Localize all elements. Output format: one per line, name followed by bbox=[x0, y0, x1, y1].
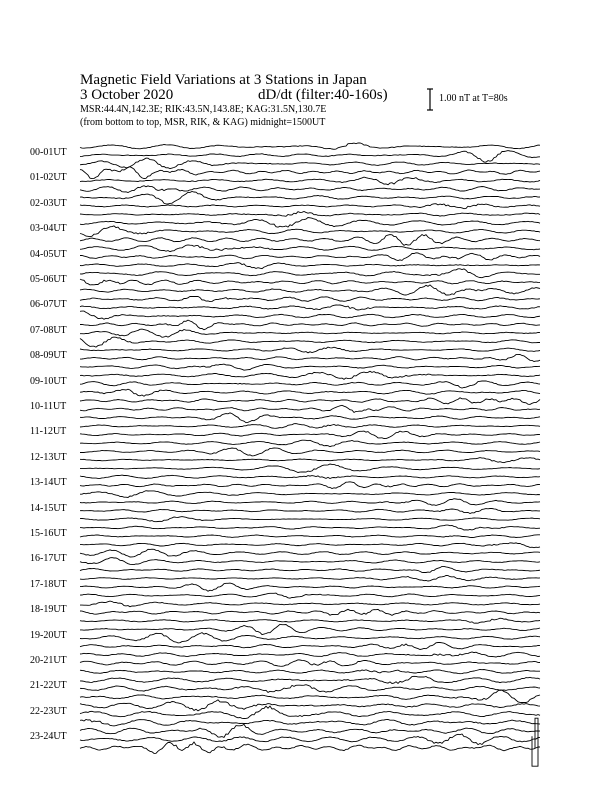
trace-rik-23-24ut bbox=[80, 734, 540, 745]
trace-kag-10-11ut bbox=[80, 398, 540, 405]
trace-rik-13-14ut bbox=[80, 482, 540, 489]
hour-label: 20-21UT bbox=[30, 655, 67, 666]
hour-label: 03-04UT bbox=[30, 223, 67, 235]
trace-msr-22-23ut bbox=[80, 719, 540, 726]
trace-msr-20-21ut bbox=[80, 670, 540, 674]
trace-rik-12-13ut bbox=[80, 458, 540, 463]
hour-label: 22-23UT bbox=[30, 705, 67, 717]
trace-kag-12-13ut bbox=[80, 448, 540, 456]
hour-label: 07-08UT bbox=[30, 324, 67, 336]
trace-rik-03-04ut bbox=[80, 226, 540, 237]
hour-label: 11-12UT bbox=[30, 426, 67, 438]
trace-msr-04-05ut bbox=[80, 263, 540, 269]
trace-kag-19-20ut bbox=[80, 624, 540, 634]
trace-kag-00-01ut bbox=[80, 143, 540, 149]
trace-kag-09-10ut bbox=[80, 371, 540, 379]
trace-msr-23-24ut bbox=[80, 742, 540, 753]
trace-rik-00-01ut bbox=[80, 151, 540, 163]
trace-msr-10-11ut bbox=[80, 413, 540, 423]
trace-msr-13-14ut bbox=[80, 491, 540, 498]
trace-msr-05-06ut bbox=[80, 285, 540, 295]
trace-kag-13-14ut bbox=[80, 475, 540, 478]
chart-date: 3 October 2020 bbox=[80, 87, 174, 103]
hour-label: 23-24UT bbox=[30, 731, 67, 743]
trace-kag-22-23ut bbox=[80, 700, 540, 711]
trace-kag-17-18ut bbox=[80, 576, 540, 582]
trace-kag-06-07ut bbox=[80, 296, 540, 301]
trace-msr-00-01ut bbox=[80, 158, 540, 169]
trace-rik-04-05ut bbox=[80, 253, 540, 261]
trace-rik-08-09ut bbox=[80, 355, 540, 362]
scale-bar-label: 1.00 nT at T=80s bbox=[439, 93, 508, 104]
trace-kag-23-24ut bbox=[80, 724, 540, 737]
hour-label: 14-15UT bbox=[30, 502, 67, 514]
trace-rik-16-17ut bbox=[80, 558, 540, 565]
trace-msr-18-19ut bbox=[80, 618, 540, 623]
trace-msr-07-08ut bbox=[80, 337, 540, 347]
trace-kag-20-21ut bbox=[80, 652, 540, 657]
trace-kag-18-19ut bbox=[80, 601, 540, 607]
hour-label: 10-11UT bbox=[30, 401, 67, 412]
trace-group bbox=[80, 143, 540, 766]
chart-title: Magnetic Field Variations at 3 Stations in Japan bbox=[80, 72, 367, 88]
hour-label: 05-06UT bbox=[30, 274, 67, 285]
hour-label: 15-16UT bbox=[30, 528, 67, 539]
hour-label: 00-01UT bbox=[30, 147, 67, 158]
hour-label: 19-20UT bbox=[30, 629, 67, 641]
trace-rik-14-15ut bbox=[80, 509, 540, 514]
trace-msr-02-03ut bbox=[80, 212, 540, 217]
trace-rik-15-16ut bbox=[80, 535, 540, 538]
trace-rik-17-18ut bbox=[80, 583, 540, 591]
trace-kag-04-05ut bbox=[80, 245, 540, 252]
trace-msr-14-15ut bbox=[80, 517, 540, 522]
hour-label: 06-07UT bbox=[30, 299, 67, 311]
hour-label: 17-18UT bbox=[30, 578, 67, 590]
trace-kag-11-12ut bbox=[80, 424, 540, 429]
trace-kag-16-17ut bbox=[80, 549, 540, 557]
trace-kag-03-04ut bbox=[80, 218, 540, 228]
trace-kag-08-09ut bbox=[80, 347, 540, 353]
trace-spike bbox=[532, 718, 538, 766]
trace-msr-01-02ut bbox=[80, 186, 540, 193]
trace-kag-02-03ut bbox=[80, 192, 540, 204]
trace-rik-06-07ut bbox=[80, 305, 540, 310]
trace-msr-16-17ut bbox=[80, 566, 540, 572]
trace-rik-02-03ut bbox=[80, 204, 540, 209]
station-order-note: (from bottom to top, MSR, RIK, & KAG) midnight=1500UT bbox=[80, 117, 326, 128]
trace-rik-19-20ut bbox=[80, 633, 540, 643]
trace-msr-11-12ut bbox=[80, 440, 540, 446]
trace-msr-12-13ut bbox=[80, 464, 540, 473]
trace-rik-18-19ut bbox=[80, 609, 540, 615]
trace-kag-14-15ut bbox=[80, 499, 540, 506]
trace-msr-06-07ut bbox=[80, 311, 540, 319]
hour-label: 04-05UT bbox=[30, 248, 67, 260]
hour-label: 16-17UT bbox=[30, 553, 67, 565]
trace-rik-07-08ut bbox=[80, 329, 540, 337]
hour-label: 18-19UT bbox=[30, 604, 67, 616]
trace-rik-20-21ut bbox=[80, 660, 540, 667]
trace-rik-11-12ut bbox=[80, 431, 540, 439]
trace-msr-08-09ut bbox=[80, 364, 540, 370]
trace-msr-19-20ut bbox=[80, 643, 540, 650]
hour-label: 09-10UT bbox=[30, 375, 67, 387]
trace-kag-15-16ut bbox=[80, 525, 540, 530]
hour-label: 13-14UT bbox=[30, 477, 67, 489]
trace-kag-01-02ut bbox=[80, 167, 540, 179]
hour-label: 02-03UT bbox=[30, 197, 67, 209]
trace-rik-21-22ut bbox=[80, 685, 540, 693]
scale-bar bbox=[427, 89, 433, 110]
hour-label: 01-02UT bbox=[30, 172, 67, 184]
station-coordinates: MSR:44.4N,142.3E; RIK:43.5N,143.8E; KAG:31.5N,130.7E bbox=[80, 104, 327, 115]
trace-rik-01-02ut bbox=[80, 177, 540, 185]
trace-rik-05-06ut bbox=[80, 279, 540, 285]
trace-rik-10-11ut bbox=[80, 405, 540, 412]
chart-filter: dD/dt (filter:40-160s) bbox=[258, 87, 388, 103]
trace-rik-09-10ut bbox=[80, 381, 540, 388]
trace-msr-09-10ut bbox=[80, 389, 540, 396]
trace-msr-03-04ut bbox=[80, 235, 540, 246]
trace-msr-15-16ut bbox=[80, 543, 540, 548]
trace-kag-05-06ut bbox=[80, 269, 540, 278]
hour-label: 12-13UT bbox=[30, 451, 67, 463]
trace-msr-17-18ut bbox=[80, 593, 540, 598]
trace-kag-07-08ut bbox=[80, 320, 540, 330]
trace-msr-21-22ut bbox=[80, 690, 540, 703]
hour-label: 21-22UT bbox=[30, 680, 67, 692]
hour-label: 08-09UT bbox=[30, 350, 67, 362]
trace-kag-21-22ut bbox=[80, 676, 540, 683]
